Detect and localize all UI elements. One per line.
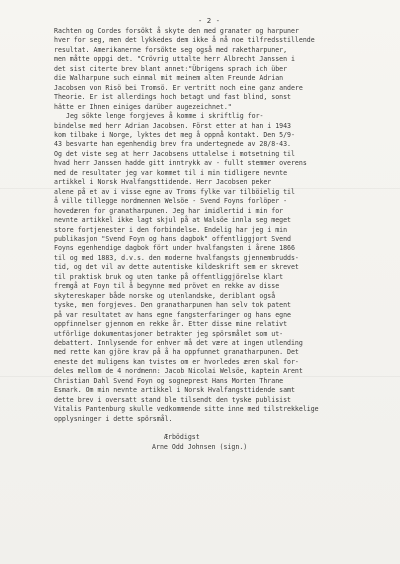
text-line: die Walharpune such einmal mit meinem alten Freunde Adrian bbox=[54, 74, 284, 83]
text-line: hätte er Ihnen einiges darüber augezeichnet." bbox=[54, 102, 232, 111]
text-line: alene på et av i visse egne av Troms fylke var tilböielig til bbox=[54, 187, 295, 196]
text-line: tyske, men forgjeves. Den granatharpunen han selv tok patent bbox=[54, 301, 291, 310]
text-line: hovedæren for granatharpunen. Jeg har imidlertid i min for bbox=[54, 206, 284, 215]
text-line: å ville tillegge nordmennen Welsöe - Svend Foyns forlöper - bbox=[54, 197, 288, 206]
text-line: bindelse med herr Adrian Jacobsen. Först etter at han i 1943 bbox=[54, 121, 291, 130]
text-line: nevnte artikkel ikke lagt skjul på at Walsöe innla seg meget bbox=[54, 216, 291, 225]
text-line: resultat. Amerikanerne forsökte seg også med raketharpuner, bbox=[54, 45, 288, 54]
text-line: på var resultatet av hans egne fangsterfaringer og hans egne bbox=[54, 310, 291, 319]
paper-fold bbox=[0, 376, 400, 377]
text-line: Og det viste seg at herr Jacobsens uttalelse i motsetning til bbox=[54, 149, 295, 158]
text-line: skytereskaper både norske og utenlandske, deriblant også bbox=[54, 291, 276, 300]
text-line: artikkel i Norsk Hvalfangsttidende. Herr Jacobsen peker bbox=[54, 178, 272, 187]
text-line: Jacobsen von Risö bei Tromsö. Er vertritt noch eine ganz andere bbox=[54, 83, 303, 92]
text-line: hvad herr Janssen hadde gitt inntrykk av - fullt stemmer overens bbox=[54, 159, 307, 168]
page-number: - 2 - bbox=[197, 16, 221, 25]
text-line: Theorie. Er ist allerdings hoch betagt und fast blind, sonst bbox=[54, 93, 291, 102]
text-line: oppfinnelser gjennom en rekke år. Etter disse mine relativt bbox=[54, 320, 288, 329]
text-line: eneste det muligens kan tvistes om er hvorledes æren skal for- bbox=[54, 357, 299, 366]
text-line: fremgå at Foyn til å begynne med prövet en rekke av disse bbox=[54, 282, 280, 291]
closing-salutation: Ærbödigst bbox=[164, 433, 200, 442]
text-line: hver for seg, men det lykkedes dem ikke å nå noe tilfredsstillende bbox=[54, 36, 315, 45]
text-line: men måtte oppgi det. "Crövrig uttalte herr Albrecht Janssen i bbox=[54, 55, 295, 64]
text-line: det sist citerte brev blant annet:"Übrigens sprach ich über bbox=[54, 64, 288, 73]
text-line: med rette kan gjöre krav på å ha oppfunnet granatharpunen. Det bbox=[54, 348, 299, 357]
text-line: til og med 1883, d.v.s. den moderne hvalfangsts gjennembrudds- bbox=[54, 253, 299, 262]
letter-body bbox=[54, 27, 364, 424]
paper-fold bbox=[0, 188, 400, 189]
text-line: deles mellom de 4 nordmenn: Jacob Nicolai Welsöe, kaptein Arent bbox=[54, 367, 303, 376]
text-line: Rachten og Cordes forsökt å skyte den med granater og harpuner bbox=[54, 27, 299, 35]
text-line: publikasjon "Svend Foyn og hans dagbok" offentliggjort Svend bbox=[54, 234, 291, 243]
text-line: utförlige dokumentasjoner betrakter jeg spörsmålet som ut- bbox=[54, 329, 284, 338]
signature: Arne Odd Johnsen (sign.) bbox=[152, 443, 248, 452]
text-line: med de resultater jeg var kommet til i min tidligere nevnte bbox=[54, 168, 288, 177]
text-line: 43 besvarte han egenhendig brev fra undertegnede av 28/8-43. bbox=[54, 140, 291, 149]
text-line: Vitalis Pantenburg skulle vedkommende sitte inne med tilstrekkelige bbox=[54, 405, 319, 414]
text-line: Jeg sökte lenge forgjeves å komme i skriftlig for- bbox=[66, 112, 264, 121]
text-line: dette brev i oversatt stand ble tilsendt den tyske publisist bbox=[54, 395, 291, 404]
text-line: tid, og det vil av dette autentiske kildeskrift sem er skrevet bbox=[54, 263, 299, 272]
text-line: kom tilbake i Norge, lyktes det meg å oppnå kontakt. Den 5/9- bbox=[54, 130, 295, 139]
text-line: Foyns egenhendige dagbok fört under hvalfangsten i årene 1866 bbox=[54, 244, 295, 253]
text-line: Christian Dahl Svend Foyn og sogneprest Hans Morten Thrane bbox=[54, 376, 284, 385]
text-line: debattert. Innlysende for enhver må det være at ingen utlending bbox=[54, 338, 303, 347]
text-line: opplysninger i dette spörsmål. bbox=[54, 414, 173, 423]
text-line: store fortjenester i den forbindelse. Endelig har jeg i min bbox=[54, 225, 288, 234]
text-line: Esmark. Om min nevnte artikkel i Norsk Hvalfangsttidende samt bbox=[54, 386, 295, 395]
text-line: til praktisk bruk og uten tanke på offentliggjörelse klart bbox=[54, 272, 284, 281]
